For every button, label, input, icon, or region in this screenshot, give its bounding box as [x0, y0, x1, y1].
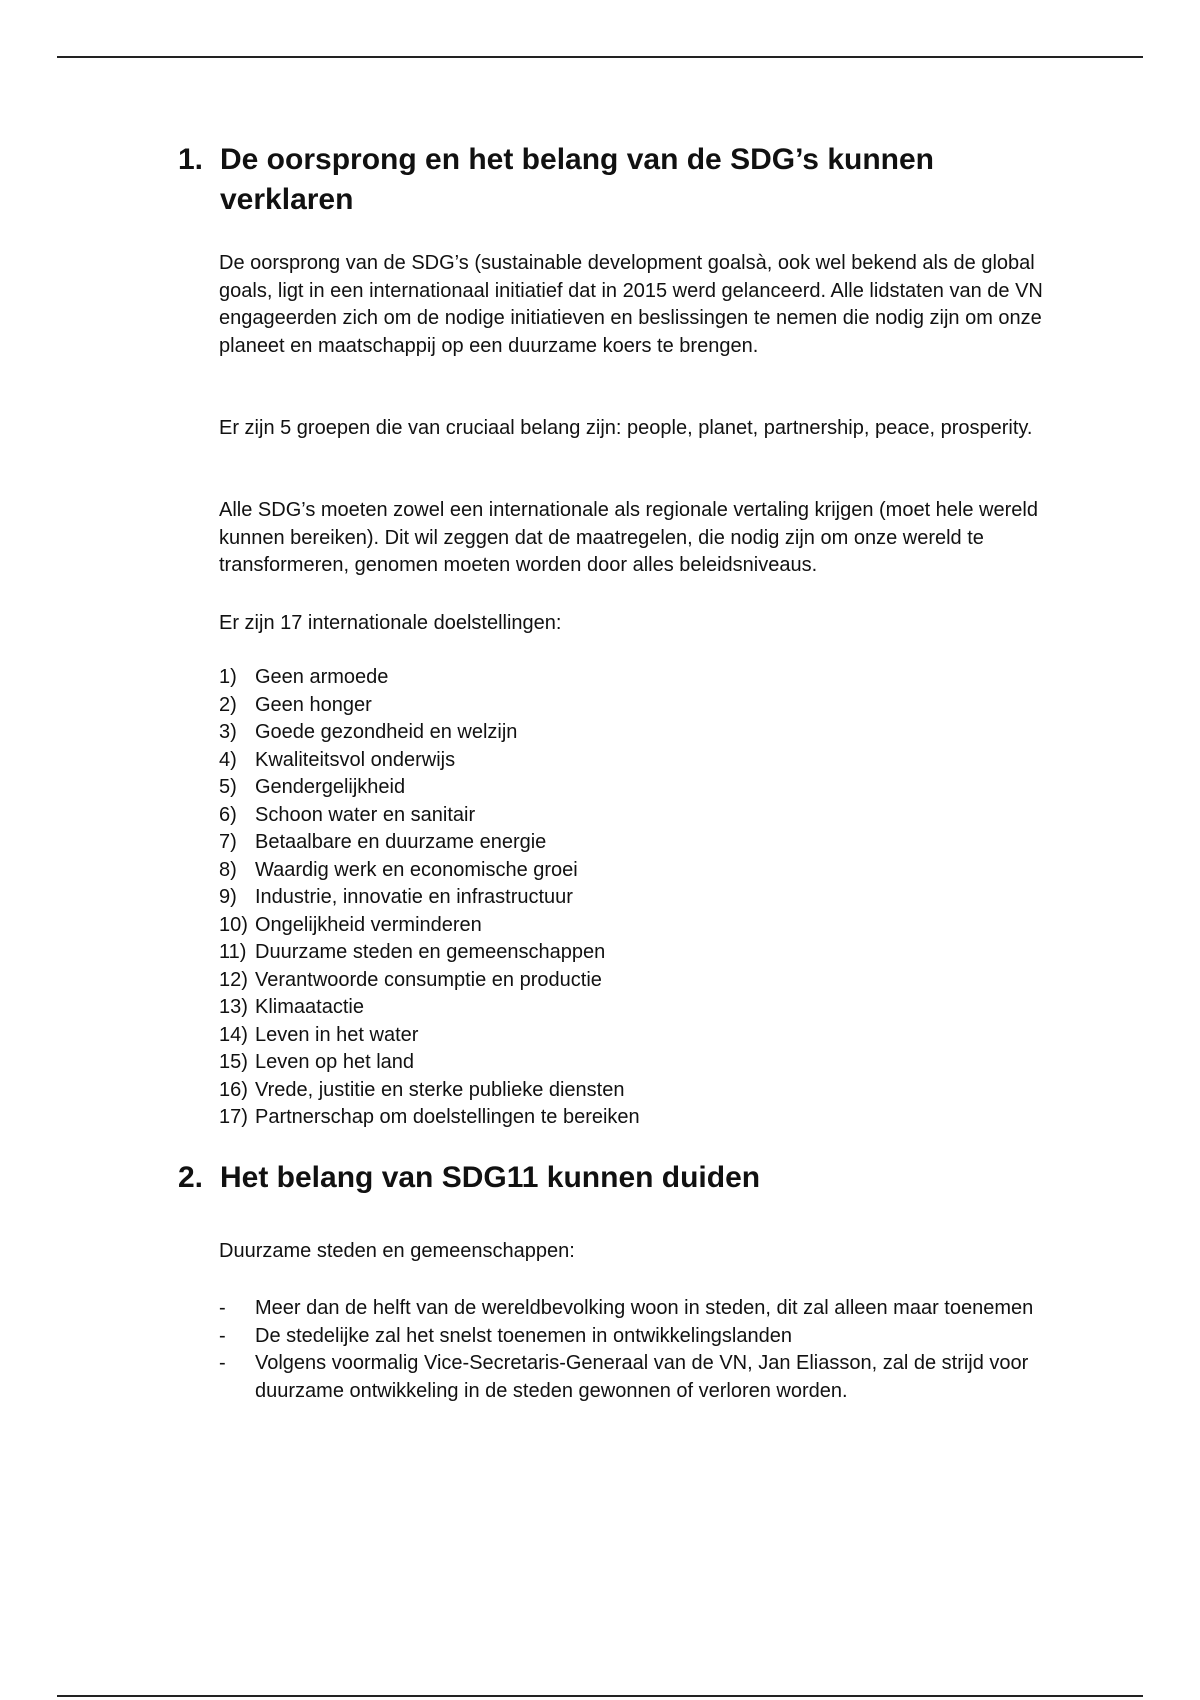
- bottom-rule: [57, 1695, 1143, 1697]
- paragraph-translation: Alle SDG’s moeten zowel een internationale als regionale vertaling krijgen (moet hele wereld kunnen bereiken). Dit wil zeggen dat de maatregelen, die nodig zijn om onze wereld te transformeren, genomen moeten worden door alles beleidsniveaus.: [219, 499, 1038, 576]
- goal-text: Gendergelijkheid: [255, 776, 406, 798]
- goal-number: 3): [219, 721, 237, 743]
- list-item: [219, 912, 1069, 940]
- goal-number: 5): [219, 776, 237, 798]
- goal-text: Goede gezondheid en welzijn: [255, 721, 518, 743]
- sdg11-bullet-list: [219, 1295, 1049, 1405]
- section-1-heading: [178, 140, 1058, 220]
- goal-text: Klimaatactie: [255, 996, 364, 1018]
- bullet-text: Meer dan de helft van de wereldbevolking woon in steden, dit zal alleen maar toenemen: [255, 1297, 1034, 1319]
- paragraph-sdg11-intro: Duurzame steden en gemeenschappen:: [219, 1240, 575, 1262]
- section-2-title: Het belang van SDG11 kunnen duiden: [220, 1161, 761, 1194]
- section-1-number: 1.: [178, 143, 204, 176]
- paragraph-goals-intro: Er zijn 17 internationale doelstellingen:: [219, 612, 562, 634]
- list-item: [219, 1104, 1069, 1132]
- goal-number: 1): [219, 666, 237, 688]
- section-1-title: De oorsprong en het belang van de SDG’s kunnen verklaren: [220, 143, 934, 216]
- list-item: [219, 774, 1069, 802]
- list-item: [219, 967, 1069, 995]
- list-item: [219, 1022, 1069, 1050]
- goal-text: Partnerschap om doelstellingen te bereiken: [255, 1106, 640, 1128]
- goal-text: Vrede, justitie en sterke publieke diensten: [255, 1078, 625, 1101]
- goal-text: Schoon water en sanitair: [255, 803, 476, 826]
- paragraph-origin: De oorsprong van de SDG’s (sustainable development goalsà, ook wel bekend als de global goals, ligt in een internationaal initiatief dat in 2015 werd gelanceerd. Alle lidstaten van de VN engageerden zich om de nodige initiatieven en beslissingen te nemen die nodig zijn om onze planeet en maatschappij op een duurzame koers te brengen.: [219, 252, 1043, 357]
- list-item: [219, 857, 1069, 885]
- goal-text: Industrie, innovatie en infrastructuur: [255, 886, 573, 908]
- goal-text: Geen honger: [255, 693, 372, 716]
- list-item: [219, 692, 1069, 720]
- goal-text: Ongelijkheid verminderen: [255, 913, 482, 936]
- section-2-number: 2.: [178, 1161, 204, 1194]
- goal-number: 6): [219, 803, 237, 826]
- top-rule: [57, 56, 1143, 58]
- goal-text: Kwaliteitsvol onderwijs: [255, 748, 456, 771]
- goal-number: 10): [219, 913, 248, 936]
- goal-number: 4): [219, 748, 237, 771]
- goal-number: 9): [219, 886, 237, 908]
- goal-number: 13): [219, 996, 248, 1018]
- goal-number: 11): [219, 941, 247, 963]
- goal-number: 2): [219, 693, 237, 716]
- bullet-text: De stedelijke zal het snelst toenemen in ontwikkelingslanden: [255, 1324, 792, 1347]
- goal-number: 15): [219, 1051, 248, 1073]
- list-item: [219, 719, 1069, 747]
- goal-number: 16): [219, 1078, 248, 1101]
- goals-list: [219, 664, 1069, 1132]
- goal-number: 12): [219, 968, 248, 991]
- bullet-text: Volgens voormalig Vice-Secretaris-Generaal van de VN, Jan Eliasson, zal de strijd voor duurzame ontwikkeling in de steden gewonnen of verloren worden.: [255, 1352, 1029, 1402]
- list-item: [219, 884, 1069, 912]
- goal-text: Verantwoorde consumptie en productie: [255, 968, 602, 991]
- goal-text: Geen armoede: [255, 666, 389, 688]
- goal-text: Leven op het land: [255, 1051, 415, 1073]
- goal-number: 8): [219, 858, 237, 881]
- goal-text: Leven in het water: [255, 1023, 419, 1046]
- goal-text: Waardig werk en economische groei: [255, 858, 578, 881]
- list-item: [219, 664, 1069, 692]
- goal-number: 17): [219, 1106, 248, 1128]
- goal-number: 14): [219, 1023, 248, 1046]
- goal-text: Betaalbare en duurzame energie: [255, 831, 547, 853]
- bullet-marker: -: [219, 1324, 226, 1347]
- list-item: [219, 747, 1069, 775]
- list-item: [219, 1077, 1069, 1105]
- bullet-marker: -: [219, 1297, 226, 1319]
- goal-text: Duurzame steden en gemeenschappen: [255, 941, 606, 963]
- list-item: [219, 1049, 1069, 1077]
- list-item: [219, 994, 1069, 1022]
- list-item: [219, 939, 1069, 967]
- list-item: [219, 1295, 1049, 1323]
- paragraph-groups: Er zijn 5 groepen die van cruciaal belang zijn: people, planet, partnership, peace, prosperity.: [219, 417, 1033, 439]
- list-item: [219, 802, 1069, 830]
- goal-number: 7): [219, 831, 237, 853]
- bullet-marker: -: [219, 1352, 226, 1374]
- list-item: [219, 1323, 1049, 1351]
- list-item: [219, 829, 1069, 857]
- list-item: [219, 1350, 1049, 1405]
- section-2-heading: [178, 1158, 1058, 1198]
